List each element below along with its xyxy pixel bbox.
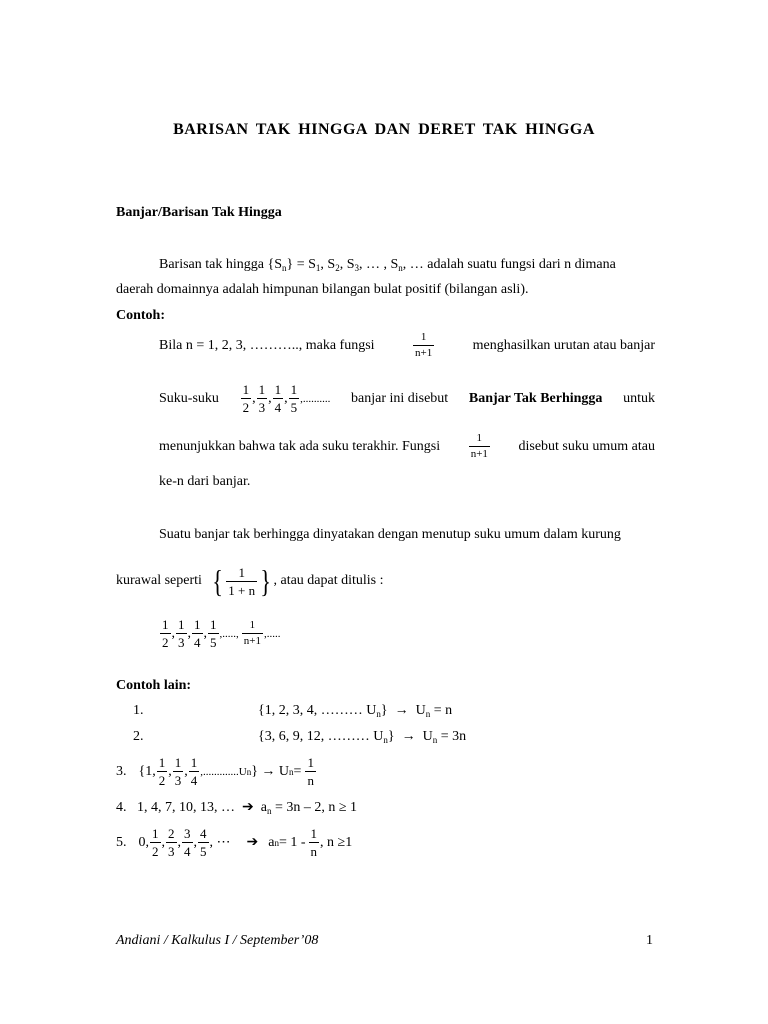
example-5: 5. 0, $\frac{1}{2}$ , $\frac{2}{3}$ , $\frac{3}{4}$ , $\frac{4}{5}$ , ⋯ ➔ a n = 1 - $\frac{1}{n}$ , n ≥1 <box>116 826 353 859</box>
page-number: 1 <box>646 933 653 948</box>
section-heading: Banjar/Barisan Tak Hingga <box>116 205 282 220</box>
fraction-sequence: $\frac{1}{2}$ , $\frac{1}{3}$ , $\frac{1}{4}$ , $\frac{1}{5}$ ,.......... <box>242 382 331 415</box>
intro-line-1: Barisan tak hingga $\{S_n\} = S_1$, $S_2$, $S_3$, … , $S_n$, … adalah suatu fungsi dari n dimana <box>159 257 616 273</box>
fraction: $\frac{1}{1 + n}$ <box>228 564 256 598</box>
para-suku-suku: Suku-suku $\frac{1}{2}$ , $\frac{1}{3}$ , $\frac{1}{4}$ , $\frac{1}{5}$ ,.......... banjar ini disebut Banjar Tak Berhingga untuk <box>159 382 655 415</box>
para-bila: Bila n = 1, 2, 3, ……….., maka fungsi $\frac{1}{n+1}$ menghasilkan urutan atau banjar <box>159 331 655 359</box>
document-title: BARISAN TAK HINGGA DAN DERET TAK HINGGA <box>173 121 595 138</box>
para-suatu-banjar: Suatu banjar tak berhingga dinyatakan dengan menutup suku umum dalam kurung <box>159 527 621 542</box>
series-line: $\frac{1}{2}$ , $\frac{1}{3}$ , $\frac{1}{4}$ , $\frac{1}{5}$ ,....., $\frac{1}{n+1}$ ,..... <box>162 617 281 650</box>
intro-line-2: daerah domainnya adalah himpunan bilangan bulat positif (bilangan asli). <box>116 282 529 297</box>
example-2: {3, 6, 9, 12, ……… $U_n\} \to U_n = 3n$ <box>258 729 467 745</box>
footer-author: Andiani / Kalkulus I / September’08 <box>116 933 319 948</box>
para-ke-n: ke-n dari banjar. <box>159 474 251 489</box>
right-brace: } <box>260 563 272 599</box>
contoh-label: Contoh: <box>116 308 166 323</box>
example-2-number: 2. <box>133 729 144 744</box>
left-brace: { <box>212 563 223 599</box>
example-1: {1, 2, 3, 4, ……… $U_n\} \to U_n = n$ <box>258 703 453 719</box>
fraction: $\frac{1}{n+1}$ <box>415 331 433 359</box>
example-4: 4. 1, 4, 7, 10, 13, … ➔ $a_n = 3n - 2$, n ≥ 1 <box>116 800 358 816</box>
example-1-number: 1. <box>133 703 144 718</box>
para-menunjukkan: menunjukkan bahwa tak ada suku terakhir. Fungsi $\frac{1}{n+1}$ disebut suku umum atau <box>159 432 655 460</box>
example-3: 3. {1, $\frac{1}{2}$ , $\frac{1}{3}$ , $\frac{1}{4}$ ,.............U n } → U n = $\frac{1}{n}$ <box>116 755 314 788</box>
fraction: $\frac{1}{n+1}$ <box>470 432 488 460</box>
contoh-lain-label: Contoh lain: <box>116 678 192 693</box>
para-kurawal: kurawal seperti { $\frac{1}{1 + n}$ } , atau dapat ditulis : <box>116 563 384 599</box>
